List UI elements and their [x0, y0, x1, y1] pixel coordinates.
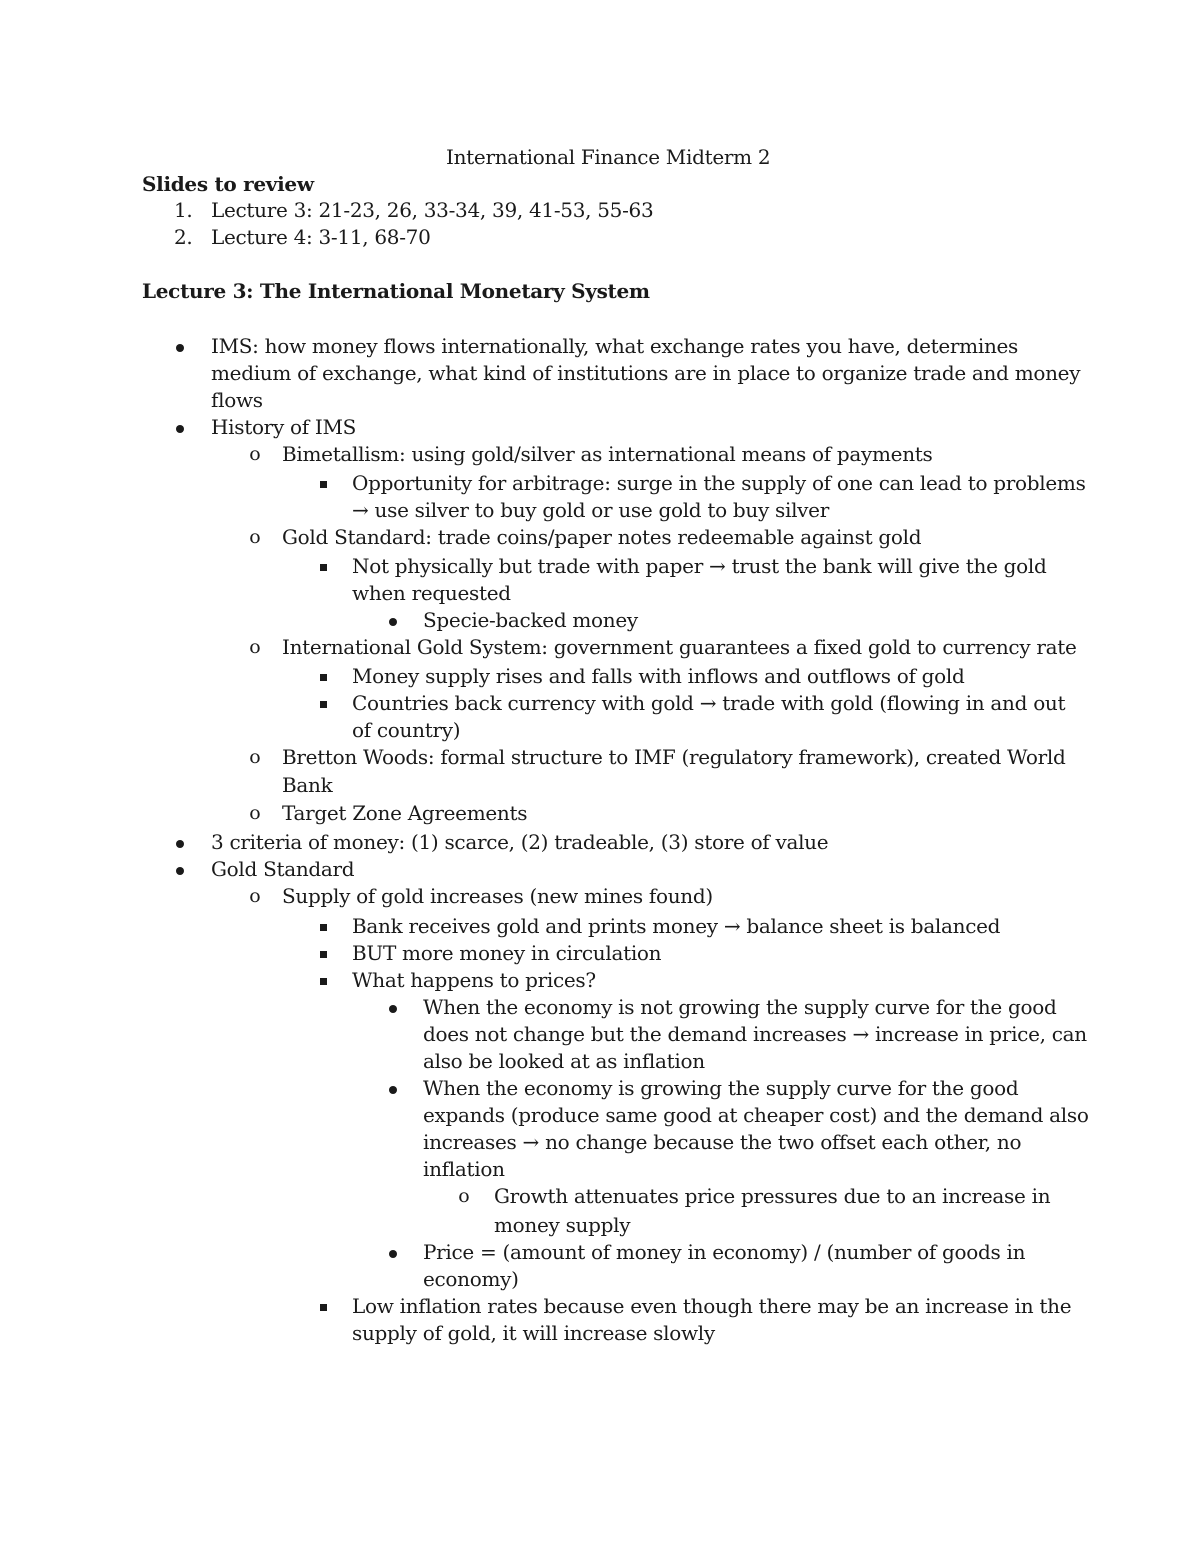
document-title: International Finance Midterm 2	[446, 145, 771, 169]
right-arrow-icon: →	[852, 1022, 869, 1046]
list-item-text: Low inflation rates because even though there may be an increase in the	[352, 1294, 1072, 1318]
list-item-text: Bank receives gold and prints money	[352, 914, 718, 938]
list-item-text: when requested	[352, 581, 511, 605]
list-item-text: increases	[423, 1130, 517, 1154]
circle-bullet-marker: o	[458, 1185, 470, 1207]
right-arrow-icon: →	[699, 691, 717, 715]
circle-bullet-marker: o	[249, 746, 261, 768]
circle-bullet-marker: o	[249, 443, 261, 465]
list-item-text: of country)	[352, 718, 461, 742]
list-item-text: What happens to prices?	[352, 968, 596, 992]
circle-bullet-marker: o	[249, 636, 261, 658]
list-item-text: 3 criteria of money: (1) scarce, (2) tradeable, (3) store of value	[211, 830, 829, 854]
list-item-text: supply of gold, it will increase slowly	[352, 1321, 715, 1345]
list-item-text: Opportunity for arbitrage: surge in the supply of one can lead to problems	[352, 471, 1086, 495]
list-item-text: International Gold System: government guarantees a fixed gold to currency rate	[282, 635, 1077, 659]
list-item-text: Target Zone Agreements	[282, 801, 528, 825]
square-bullet-marker	[313, 1293, 333, 1320]
list-item-text: Not physically but trade with paper	[352, 554, 703, 578]
list-item-text	[423, 1129, 1021, 1156]
list-item-text: IMS: how money flows internationally, what exchange rates you have, determines	[211, 334, 1019, 358]
bullet-marker	[170, 829, 190, 856]
circle-bullet-marker: o	[249, 885, 261, 907]
lecture-heading: Lecture 3: The International Monetary System	[142, 279, 650, 303]
circle-bullet-marker: o	[249, 526, 261, 548]
bullet-marker	[383, 994, 403, 1021]
list-item-text: Specie-backed money	[423, 608, 638, 632]
right-arrow-icon: →	[352, 498, 369, 522]
list-item-text: Bimetallism: using gold/silver as international means of payments	[282, 442, 933, 466]
list-item-text: economy)	[423, 1267, 519, 1291]
list-item-text: also be looked at as inflation	[423, 1049, 705, 1073]
square-bullet-marker	[313, 690, 333, 717]
list-item-text	[352, 690, 1065, 717]
list-item-text: does not change but the demand increases	[423, 1022, 847, 1046]
list-item-text: When the economy is growing the supply curve for the good	[423, 1076, 1019, 1100]
list-item-text: expands (produce same good at cheaper cost) and the demand also	[423, 1103, 1089, 1127]
list-item-text: When the economy is not growing the supply curve for the good	[423, 995, 1057, 1019]
list-item-text: balance sheet is balanced	[746, 914, 1001, 938]
list-item-text: medium of exchange, what kind of institutions are in place to organize trade and money	[211, 361, 1081, 385]
right-arrow-icon: →	[522, 1130, 539, 1154]
list-item-text: Countries back currency with gold	[352, 691, 694, 715]
square-bullet-marker	[313, 913, 333, 940]
list-item-text: money supply	[494, 1213, 631, 1237]
square-bullet-marker	[313, 967, 333, 994]
list-item-text: flows	[211, 388, 263, 412]
list-item-text: Price = (amount of money in economy) / (number of goods in	[423, 1240, 1026, 1264]
list-item-text	[352, 913, 1000, 940]
square-bullet-marker	[313, 470, 333, 497]
list-item-text: inflation	[423, 1157, 505, 1181]
list-item-text: increase in price, can	[875, 1022, 1087, 1046]
list-item-text: Gold Standard	[211, 857, 355, 881]
list-item-text	[352, 497, 829, 524]
bullet-marker	[170, 856, 190, 883]
right-arrow-icon: →	[723, 914, 741, 938]
list-item-text: Supply of gold increases (new mines found)	[282, 884, 713, 908]
bullet-marker	[383, 1075, 403, 1102]
list-item-text: no change because the two offset each other, no	[545, 1130, 1022, 1154]
list-item-text: trust the bank will give the gold	[731, 554, 1047, 578]
list-item-text: BUT more money in circulation	[352, 941, 662, 965]
circle-bullet-marker: o	[249, 802, 261, 824]
list-item-text: trade with gold (flowing in and out	[722, 691, 1066, 715]
slides-item-text: Lecture 4: 3-11, 68-70	[211, 225, 431, 249]
list-item-text: Gold Standard: trade coins/paper notes redeemable against gold	[282, 525, 922, 549]
square-bullet-marker	[313, 940, 333, 967]
right-arrow-icon: →	[709, 554, 726, 578]
slides-item-number: 1.	[174, 198, 193, 222]
list-item-text	[352, 553, 1047, 580]
list-item-text: Bank	[282, 773, 333, 797]
slides-item-number: 2.	[174, 225, 193, 249]
list-item-text: use silver to buy gold or use gold to buy silver	[374, 498, 829, 522]
square-bullet-marker	[313, 553, 333, 580]
list-item-text: History of IMS	[211, 415, 357, 439]
list-item-text	[423, 1021, 1087, 1048]
slides-item-text: Lecture 3: 21-23, 26, 33-34, 39, 41-53, 55-63	[211, 198, 654, 222]
bullet-marker	[170, 414, 190, 441]
square-bullet-marker	[313, 663, 333, 690]
list-item-text: Bretton Woods: formal structure to IMF (regulatory framework), created World	[282, 745, 1066, 769]
bullet-marker	[383, 1239, 403, 1266]
slides-heading: Slides to review	[142, 172, 314, 196]
list-item-text: Money supply rises and falls with inflows and outflows of gold	[352, 664, 965, 688]
bullet-marker	[170, 333, 190, 360]
list-item-text: Growth attenuates price pressures due to an increase in	[494, 1184, 1051, 1208]
bullet-marker	[383, 607, 403, 634]
